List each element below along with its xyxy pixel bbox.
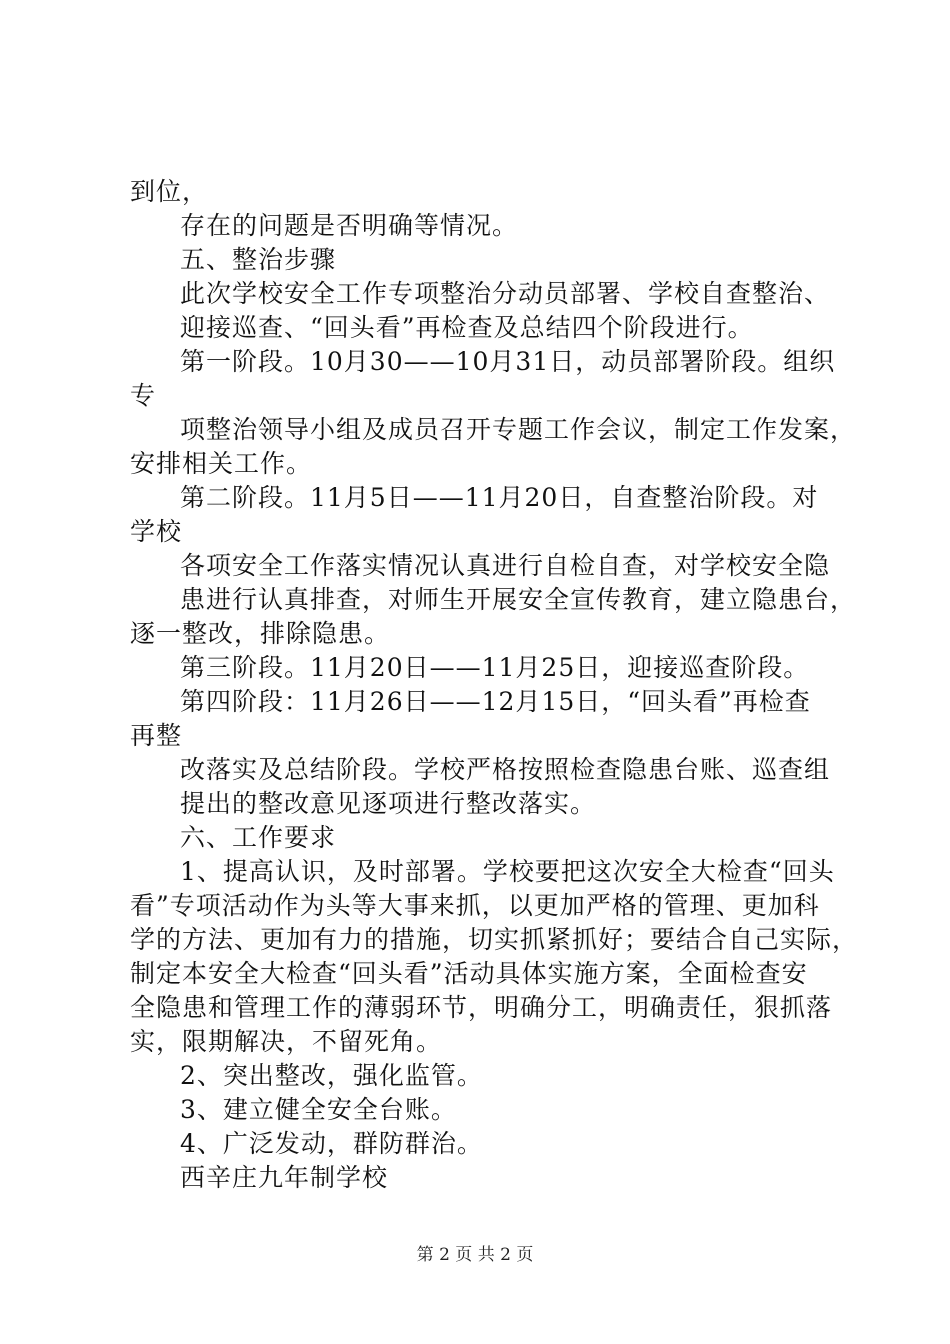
text-line: 此次学校安全工作专项整治分动员部署、学校自查整治、: [180, 279, 831, 308]
text-line: 学校: [130, 517, 183, 546]
text-line: 各项安全工作落实情况认真进行自检自查，对学校安全隐: [180, 551, 831, 580]
text-line: 全隐患和管理工作的薄弱环节，明确分工，明确责任，狠抓落: [130, 993, 833, 1022]
text-line: 学的方法、更加有力的措施，切实抓紧抓好；要结合自己实际，: [130, 925, 859, 954]
text-line: 提出的整改意见逐项进行整改落实。: [180, 789, 597, 818]
section-heading: 六、工作要求: [180, 823, 337, 852]
signature-school-name: 西辛庄九年制学校: [180, 1163, 389, 1192]
text-line: 第三阶段。11月20日——11月25日，迎接巡查阶段。: [180, 653, 810, 682]
text-line: 第二阶段。11月5日——11月20日，自查整治阶段。对: [180, 483, 819, 512]
text-line: 第四阶段：11月26日——12月15日，“回头看”再检查: [180, 687, 811, 716]
text-line: 制定本安全大检查“回头看”活动具体实施方案，全面检查安: [130, 959, 808, 988]
text-line: 4、广泛发动，群防群治。: [180, 1129, 483, 1158]
text-line: 实，限期解决，不留死角。: [130, 1027, 443, 1056]
text-line: 逐一整改，排除隐患。: [130, 619, 391, 648]
text-line: 第一阶段。10月30——10月31日，动员部署阶段。组织: [180, 347, 836, 376]
text-line: 看”专项活动作为头等大事来抓，以更加严格的管理、更加科: [130, 891, 820, 920]
text-line: 1、提高认识，及时部署。学校要把这次安全大检查“回头: [180, 857, 835, 886]
section-heading: 五、整治步骤: [180, 245, 337, 274]
text-line: 迎接巡查、“回头看”再检查及总结四个阶段进行。: [180, 313, 754, 342]
text-line: 专: [130, 381, 157, 410]
text-line: 到位，: [130, 177, 209, 206]
text-line: 再整: [130, 721, 183, 750]
text-line: 安排相关工作。: [130, 449, 313, 478]
text-line: 2、突出整改，强化监管。: [180, 1061, 483, 1090]
text-line: 存在的问题是否明确等情况。: [180, 211, 519, 240]
text-line: 3、建立健全安全台账。: [180, 1095, 457, 1124]
text-line: 患进行认真排查，对师生开展安全宣传教育，建立隐患台，: [180, 585, 857, 614]
text-line: 项整治领导小组及成员召开专题工作会议，制定工作发案，: [180, 415, 857, 444]
page-number-footer: 第 2 页 共 2 页: [416, 1245, 534, 1265]
text-line: 改落实及总结阶段。学校严格按照检查隐患台账、巡查组: [180, 755, 831, 784]
